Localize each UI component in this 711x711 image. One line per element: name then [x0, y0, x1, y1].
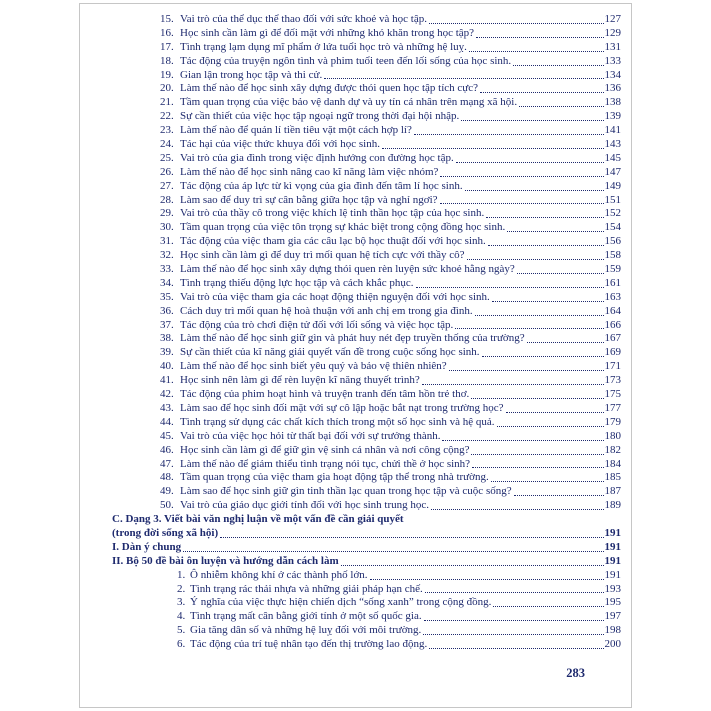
toc-row — [160, 207, 621, 221]
toc-row — [177, 610, 621, 624]
toc-item-number: 6. — [177, 638, 186, 651]
toc-main-list — [80, 13, 621, 513]
dot-leader — [497, 416, 604, 427]
toc-item-page: 143 — [604, 138, 621, 151]
toc-row — [160, 499, 621, 513]
dot-leader — [492, 291, 604, 302]
toc-row — [160, 96, 621, 110]
section-i-page: 191 — [604, 540, 621, 553]
toc-item-page: 161 — [604, 276, 621, 289]
dot-leader — [527, 332, 604, 343]
dot-leader — [491, 471, 604, 482]
dot-leader — [324, 69, 603, 80]
dot-leader — [519, 96, 603, 107]
section-heading-text: C. Dạng 3. Viết bài văn nghị luận về một vấn đề cần giải quyết — [112, 513, 404, 526]
toc-row — [160, 263, 621, 277]
toc-item-page: 169 — [604, 346, 621, 359]
toc-content — [80, 4, 631, 652]
section-heading-page: 191 — [604, 526, 621, 539]
toc-row — [160, 194, 621, 208]
toc-item-title: Làm thế nào để học sinh nâng cao kĩ năng làm việc nhóm? — [180, 165, 439, 178]
toc-row — [160, 180, 621, 194]
toc-item-title: Làm sao để học sinh giữ gìn tinh thần lạc quan trong học tập và cuộc sống? — [180, 485, 512, 498]
dot-leader — [471, 388, 603, 399]
toc-item-number: 21. — [160, 96, 174, 109]
toc-item-number: 29. — [160, 207, 174, 220]
toc-item-title: Tác động của truyện ngôn tình và phim tuổi teen đến lối sống của học sinh. — [180, 54, 512, 67]
toc-item-page: 136 — [604, 82, 621, 95]
dot-leader — [183, 541, 603, 552]
toc-row — [160, 166, 621, 180]
toc-item-page: 189 — [604, 499, 621, 512]
toc-item-number: 31. — [160, 235, 174, 248]
toc-item-title: Vai trò của gia đình trong việc định hướng con đường học tập. — [180, 151, 454, 164]
toc-item-number: 4. — [177, 610, 186, 623]
toc-row — [160, 152, 621, 166]
toc-item-number: 43. — [160, 401, 174, 414]
toc-item-number: 50. — [160, 499, 174, 512]
toc-item-number: 3. — [177, 596, 186, 609]
toc-row — [160, 124, 621, 138]
toc-item-page: 127 — [604, 13, 621, 25]
toc-item-title: Vai trò của giáo dục giới tính đối với học sinh trung học. — [180, 499, 430, 512]
dot-leader — [440, 194, 604, 205]
toc-item-page: 156 — [604, 235, 621, 248]
toc-row — [160, 319, 621, 333]
toc-item-title: Cách duy trì mối quan hệ hoà thuận với anh chị em trong gia đình. — [180, 304, 473, 317]
dot-leader — [475, 305, 604, 316]
dot-leader — [442, 430, 603, 441]
toc-item-number: 27. — [160, 179, 174, 192]
toc-row — [160, 249, 621, 263]
toc-item-page: 154 — [604, 221, 621, 234]
toc-item-title: Làm thế nào để học sinh biết yêu quý và bảo vệ thiên nhiên? — [180, 360, 447, 373]
dot-leader — [455, 319, 603, 330]
toc-item-title: Tình trạng sử dụng các chất kích thích trong một số học sinh và hệ quả. — [180, 415, 495, 428]
toc-item-page: 177 — [604, 401, 621, 414]
toc-row — [160, 13, 621, 27]
toc-item-title: Vai trò của việc học hỏi từ thất bại đối với sự trưởng thành. — [180, 429, 441, 442]
toc-row — [160, 402, 621, 416]
toc-item-page: 187 — [604, 485, 621, 498]
toc-item-title: Tác động của áp lực từ kì vọng của gia đình đến tâm lí học sinh. — [180, 179, 463, 192]
toc-item-page: 179 — [604, 415, 621, 428]
toc-item-title: Sự cần thiết của kĩ năng giải quyết vấn đề trong cuộc sống học sinh. — [180, 346, 480, 359]
section-ii-page: 191 — [604, 554, 621, 567]
dot-leader — [440, 166, 603, 177]
toc-item-page: 197 — [604, 610, 621, 623]
toc-row — [160, 374, 621, 388]
toc-row — [160, 305, 621, 319]
dot-leader — [467, 249, 604, 260]
dot-leader — [476, 27, 603, 38]
dot-leader — [469, 41, 604, 52]
toc-item-number: 2. — [177, 582, 186, 595]
toc-item-page: 185 — [604, 471, 621, 484]
section-heading-line1 — [112, 513, 621, 527]
toc-item-number: 47. — [160, 457, 174, 470]
toc-row — [160, 110, 621, 124]
toc-row — [160, 430, 621, 444]
dot-leader — [425, 583, 604, 594]
toc-item-title: Làm thế nào để học sinh giữ gìn và phát huy nét đẹp truyền thống của trường? — [180, 332, 525, 345]
toc-item-title: Ý nghĩa của việc thực hiện chiến dịch “sống xanh” trong cộng đồng. — [190, 596, 492, 609]
toc-row — [160, 346, 621, 360]
section-i-row — [112, 541, 621, 555]
toc-row — [160, 485, 621, 499]
toc-item-page: 145 — [604, 151, 621, 164]
toc-item-title: Học sinh cần làm gì để duy trì mối quan hệ tích cực với thầy cô? — [180, 249, 465, 262]
dot-leader — [472, 458, 603, 469]
toc-item-title: Tầm quan trọng của việc tôn trọng sự khác biệt trong cộng đồng học sinh. — [180, 221, 506, 234]
toc-item-title: Tác động của trí tuệ nhân tạo đến thị trường lao động. — [190, 638, 428, 651]
toc-item-page: 175 — [604, 388, 621, 401]
toc-item-number: 41. — [160, 374, 174, 387]
dot-leader — [493, 596, 603, 607]
toc-item-title: Tình trạng lạm dụng mĩ phẩm ở lứa tuổi học trò và những hệ luỵ. — [180, 40, 467, 53]
dot-leader — [465, 180, 604, 191]
dot-leader — [456, 152, 604, 163]
toc-item-number: 23. — [160, 124, 174, 137]
toc-item-title: Làm thế nào để học sinh xây dựng được thói quen học tập tích cực? — [180, 82, 479, 95]
toc-item-page: 193 — [604, 582, 621, 595]
section-heading-line2 — [112, 527, 621, 541]
toc-row — [160, 416, 621, 430]
toc-item-number: 34. — [160, 276, 174, 289]
toc-item-number: 44. — [160, 415, 174, 428]
dot-leader — [480, 82, 603, 93]
dot-leader — [416, 277, 604, 288]
toc-row — [160, 360, 621, 374]
toc-item-page: 182 — [604, 443, 621, 456]
toc-item-number: 25. — [160, 151, 174, 164]
toc-item-title: Làm sao để học sinh đối mặt với sự cô lập hoặc bắt nạt trong trường học? — [180, 401, 504, 414]
toc-item-number: 42. — [160, 388, 174, 401]
toc-item-number: 39. — [160, 346, 174, 359]
toc-item-title: Tình trạng rác thải nhựa và những giải pháp hạn chế. — [190, 582, 423, 595]
toc-row — [160, 138, 621, 152]
toc-item-page: 173 — [604, 374, 621, 387]
toc-item-title: Tình trạng mất cân bằng giới tính ở một số quốc gia. — [190, 610, 422, 623]
toc-row — [160, 55, 621, 69]
toc-item-title: Vai trò của việc tham gia các hoạt động thiện nguyện đối với học sinh. — [180, 290, 490, 303]
toc-item-number: 16. — [160, 26, 174, 39]
dot-leader — [341, 555, 604, 566]
toc-item-title: Vai trò của thể dục thể thao đối với sức khoẻ và học tập. — [180, 13, 427, 25]
toc-item-title: Vai trò của thầy cô trong việc khích lệ tinh thần học tập của học sinh. — [180, 207, 485, 220]
toc-item-number: 35. — [160, 290, 174, 303]
toc-item-page: 133 — [604, 54, 621, 67]
toc-item-number: 36. — [160, 304, 174, 317]
dot-leader — [382, 138, 604, 149]
dot-leader — [506, 402, 604, 413]
toc-item-page: 191 — [604, 568, 621, 581]
toc-item-number: 18. — [160, 54, 174, 67]
toc-item-page: 134 — [604, 68, 621, 81]
book-page — [79, 3, 632, 708]
toc-item-title: Làm thế nào để giảm thiểu tình trạng nói tục, chửi thề ở học sinh? — [180, 457, 471, 470]
dot-leader — [486, 207, 603, 218]
section-heading-subtext: (trong đời sống xã hội) — [112, 526, 219, 539]
toc-row — [160, 69, 621, 83]
toc-row — [160, 82, 621, 96]
dot-leader — [424, 610, 604, 621]
toc-item-title: Gian lận trong học tập và thi cử. — [180, 68, 323, 81]
toc-item-number: 48. — [160, 471, 174, 484]
dot-leader — [488, 235, 604, 246]
toc-item-page: 149 — [604, 179, 621, 192]
toc-item-title: Làm thế nào để học sinh xây dựng thói quen rèn luyện sức khoẻ hằng ngày? — [180, 263, 515, 276]
toc-item-page: 141 — [604, 124, 621, 137]
section-headings — [80, 513, 621, 569]
toc-item-number: 33. — [160, 263, 174, 276]
toc-item-title: Tình trạng thiếu động lực học tập và cách khắc phục. — [180, 276, 414, 289]
toc-row — [160, 471, 621, 485]
toc-item-title: Tầm quan trọng của việc bảo vệ danh dự và uy tín cá nhân trên mạng xã hội. — [180, 96, 518, 109]
page-number: 283 — [566, 666, 585, 680]
toc-sub-list — [80, 569, 621, 652]
toc-item-title: Học sinh nên làm gì để rèn luyện kĩ năng thuyết trình? — [180, 374, 420, 387]
toc-item-page: 131 — [604, 40, 621, 53]
dot-leader — [517, 263, 604, 274]
toc-row — [160, 332, 621, 346]
toc-row — [160, 458, 621, 472]
toc-item-title: Học sinh cần làm gì để đối mặt với những khó khăn trong học tập? — [180, 26, 475, 39]
toc-item-title: Học sinh cần làm gì để giữ gìn vệ sinh cá nhân và nơi công cộng? — [180, 443, 470, 456]
toc-item-number: 19. — [160, 68, 174, 81]
toc-row — [160, 27, 621, 41]
toc-item-number: 15. — [160, 13, 174, 25]
toc-row — [160, 388, 621, 402]
toc-item-title: Gia tăng dân số và những hệ luỵ đối với môi trường. — [190, 624, 422, 637]
dot-leader — [507, 221, 603, 232]
toc-row — [160, 221, 621, 235]
toc-item-number: 46. — [160, 443, 174, 456]
toc-item-number: 49. — [160, 485, 174, 498]
toc-item-title: Làm thế nào để quản lí tiền tiêu vặt một cách hợp lí? — [180, 124, 412, 137]
toc-item-number: 1. — [177, 568, 186, 581]
toc-item-title: Tác động của việc tham gia các câu lạc bộ học thuật đối với học sinh. — [180, 235, 486, 248]
toc-item-number: 28. — [160, 193, 174, 206]
toc-item-page: 200 — [604, 638, 621, 651]
toc-item-number: 38. — [160, 332, 174, 345]
dot-leader — [461, 110, 603, 121]
dot-leader — [429, 638, 603, 649]
toc-item-page: 164 — [604, 304, 621, 317]
toc-row — [160, 41, 621, 55]
toc-item-page: 166 — [604, 318, 621, 331]
toc-item-title: Tác hại của việc thức khuya đối với học sinh. — [180, 138, 380, 151]
toc-item-page: 158 — [604, 249, 621, 262]
toc-item-number: 45. — [160, 429, 174, 442]
toc-item-title: Tác động của trò chơi điện tử đối với lối sống và việc học tập. — [180, 318, 454, 331]
toc-row — [177, 638, 621, 652]
dot-leader — [482, 346, 604, 357]
toc-row — [160, 277, 621, 291]
dot-leader — [422, 374, 604, 385]
dot-leader — [220, 527, 603, 538]
toc-item-page: 151 — [604, 193, 621, 206]
toc-item-number: 32. — [160, 249, 174, 262]
section-ii-title: II. Bộ 50 đề bài ôn luyện và hướng dẫn cách làm — [112, 554, 339, 567]
toc-item-page: 195 — [604, 596, 621, 609]
toc-item-page: 147 — [604, 165, 621, 178]
dot-leader — [423, 624, 603, 635]
toc-item-page: 180 — [604, 429, 621, 442]
dot-leader — [429, 13, 604, 24]
dot-leader — [514, 485, 604, 496]
toc-item-page: 129 — [604, 26, 621, 39]
toc-row — [177, 596, 621, 610]
toc-item-number: 24. — [160, 138, 174, 151]
toc-item-number: 17. — [160, 40, 174, 53]
toc-item-page: 171 — [604, 360, 621, 373]
toc-item-title: Tác động của phim hoạt hình và truyện tranh đến tâm hồn trẻ thơ. — [180, 388, 470, 401]
toc-item-page: 139 — [604, 110, 621, 123]
toc-item-number: 5. — [177, 624, 186, 637]
toc-item-page: 138 — [604, 96, 621, 109]
dot-leader — [414, 124, 604, 135]
toc-row — [177, 624, 621, 638]
toc-item-number: 40. — [160, 360, 174, 373]
toc-item-page: 184 — [604, 457, 621, 470]
toc-item-title: Làm sao để duy trì sự cân bằng giữa học tập và nghỉ ngơi? — [180, 193, 438, 206]
toc-item-number: 30. — [160, 221, 174, 234]
toc-item-number: 37. — [160, 318, 174, 331]
toc-row — [177, 569, 621, 583]
toc-row — [160, 235, 621, 249]
toc-item-title: Ô nhiễm không khí ở các thành phố lớn. — [190, 568, 368, 581]
toc-item-page: 167 — [604, 332, 621, 345]
toc-item-number: 26. — [160, 165, 174, 178]
toc-row — [177, 583, 621, 597]
dot-leader — [471, 444, 603, 455]
toc-item-title: Sự cần thiết của việc học tập ngoại ngữ trong thời đại hội nhập. — [180, 110, 460, 123]
toc-item-page: 163 — [604, 290, 621, 303]
toc-item-number: 20. — [160, 82, 174, 95]
dot-leader — [370, 569, 604, 580]
section-ii-row — [112, 555, 621, 569]
toc-row — [160, 444, 621, 458]
dot-leader — [449, 360, 604, 371]
toc-item-page: 159 — [604, 263, 621, 276]
toc-row — [160, 291, 621, 305]
toc-item-number: 22. — [160, 110, 174, 123]
toc-item-title: Tầm quan trọng của việc tham gia hoạt động tập thể trong nhà trường. — [180, 471, 489, 484]
dot-leader — [513, 55, 603, 66]
section-i-title: I. Dàn ý chung — [112, 540, 182, 553]
toc-item-page: 198 — [604, 624, 621, 637]
toc-item-page: 152 — [604, 207, 621, 220]
dot-leader — [431, 499, 603, 510]
